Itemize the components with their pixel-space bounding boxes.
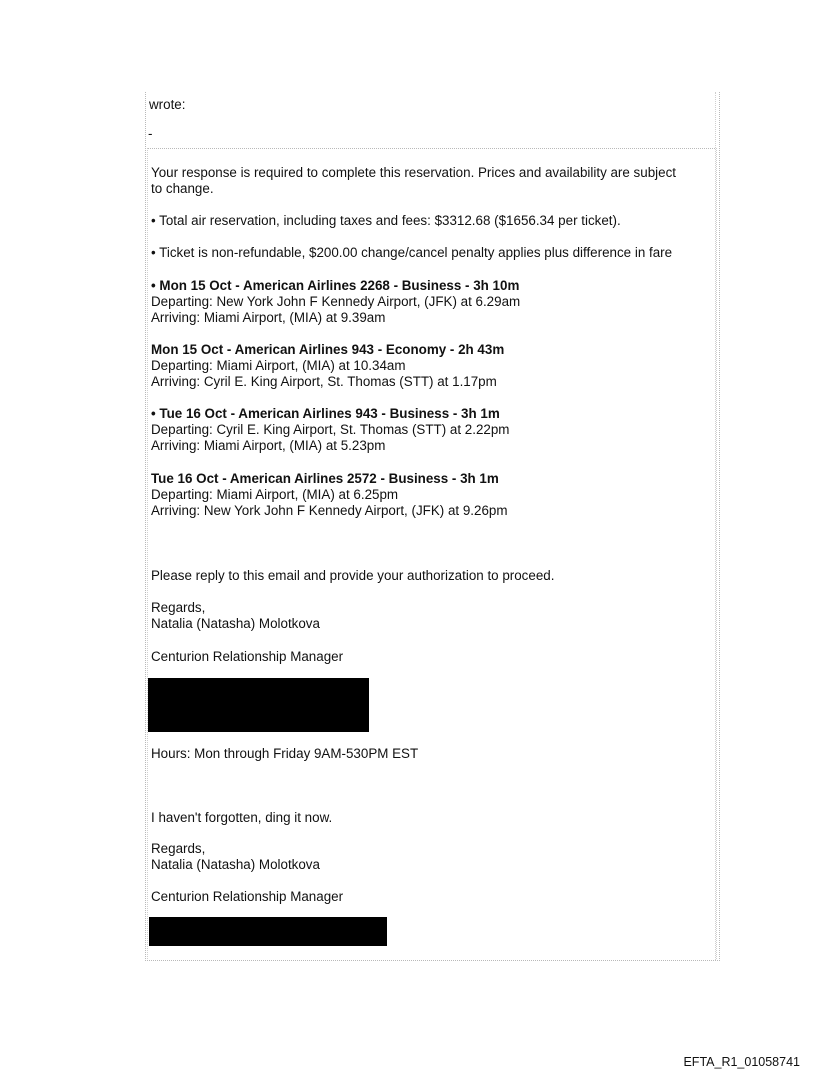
redaction-block — [149, 917, 387, 946]
flight-arriving: Arriving: New York John F Kennedy Airport, (JFK) at 9.26pm — [151, 503, 508, 518]
flight-arriving: Arriving: Miami Airport, (MIA) at 9.39am — [151, 310, 386, 325]
inner-quote-frame — [147, 148, 717, 959]
sender-name: Natalia (Natasha) Molotkova — [151, 616, 320, 631]
flight-arriving: Arriving: Miami Airport, (MIA) at 5.23pm — [151, 438, 386, 453]
flight-title: • Mon 15 Oct - American Airlines 2268 - Business - 3h 10m — [151, 278, 520, 293]
total-fare-bullet: • Total air reservation, including taxes and fees: $3312.68 ($1656.34 per ticket). — [151, 213, 621, 228]
flight-departing: Departing: Miami Airport, (MIA) at 10.34am — [151, 358, 406, 373]
intro-line-1: Your response is required to complete this reservation. Prices and availability are subject — [151, 165, 676, 180]
reply-body: I haven't forgotten, ding it now. — [151, 810, 333, 825]
flight-title: Mon 15 Oct - American Airlines 943 - Economy - 2h 43m — [151, 342, 505, 357]
sender-name: Natalia (Natasha) Molotkova — [151, 857, 320, 872]
office-hours: Hours: Mon through Friday 9AM-530PM EST — [151, 746, 419, 761]
dash-separator: - — [148, 126, 153, 141]
document-id: EFTA_R1_01058741 — [683, 1055, 800, 1069]
reply-request: Please reply to this email and provide your authorization to proceed. — [151, 568, 555, 583]
sender-title: Centurion Relationship Manager — [151, 889, 344, 904]
redaction-block — [148, 678, 369, 732]
flight-title: Tue 16 Oct - American Airlines 2572 - Business - 3h 1m — [151, 471, 499, 486]
wrote-label: wrote: — [149, 97, 186, 112]
sender-title: Centurion Relationship Manager — [151, 649, 344, 664]
regards-text: Regards, — [151, 600, 206, 615]
flight-arriving: Arriving: Cyril E. King Airport, St. Thomas (STT) at 1.17pm — [151, 374, 497, 389]
ticket-policy-bullet: • Ticket is non-refundable, $200.00 change/cancel penalty applies plus difference in fare — [151, 245, 673, 260]
flight-title: • Tue 16 Oct - American Airlines 943 - Business - 3h 1m — [151, 406, 500, 421]
flight-departing: Departing: New York John F Kennedy Airport, (JFK) at 6.29am — [151, 294, 521, 309]
flight-departing: Departing: Miami Airport, (MIA) at 6.25pm — [151, 487, 399, 502]
regards-text: Regards, — [151, 841, 206, 856]
flight-departing: Departing: Cyril E. King Airport, St. Thomas (STT) at 2.22pm — [151, 422, 510, 437]
intro-line-2: to change. — [151, 181, 214, 196]
